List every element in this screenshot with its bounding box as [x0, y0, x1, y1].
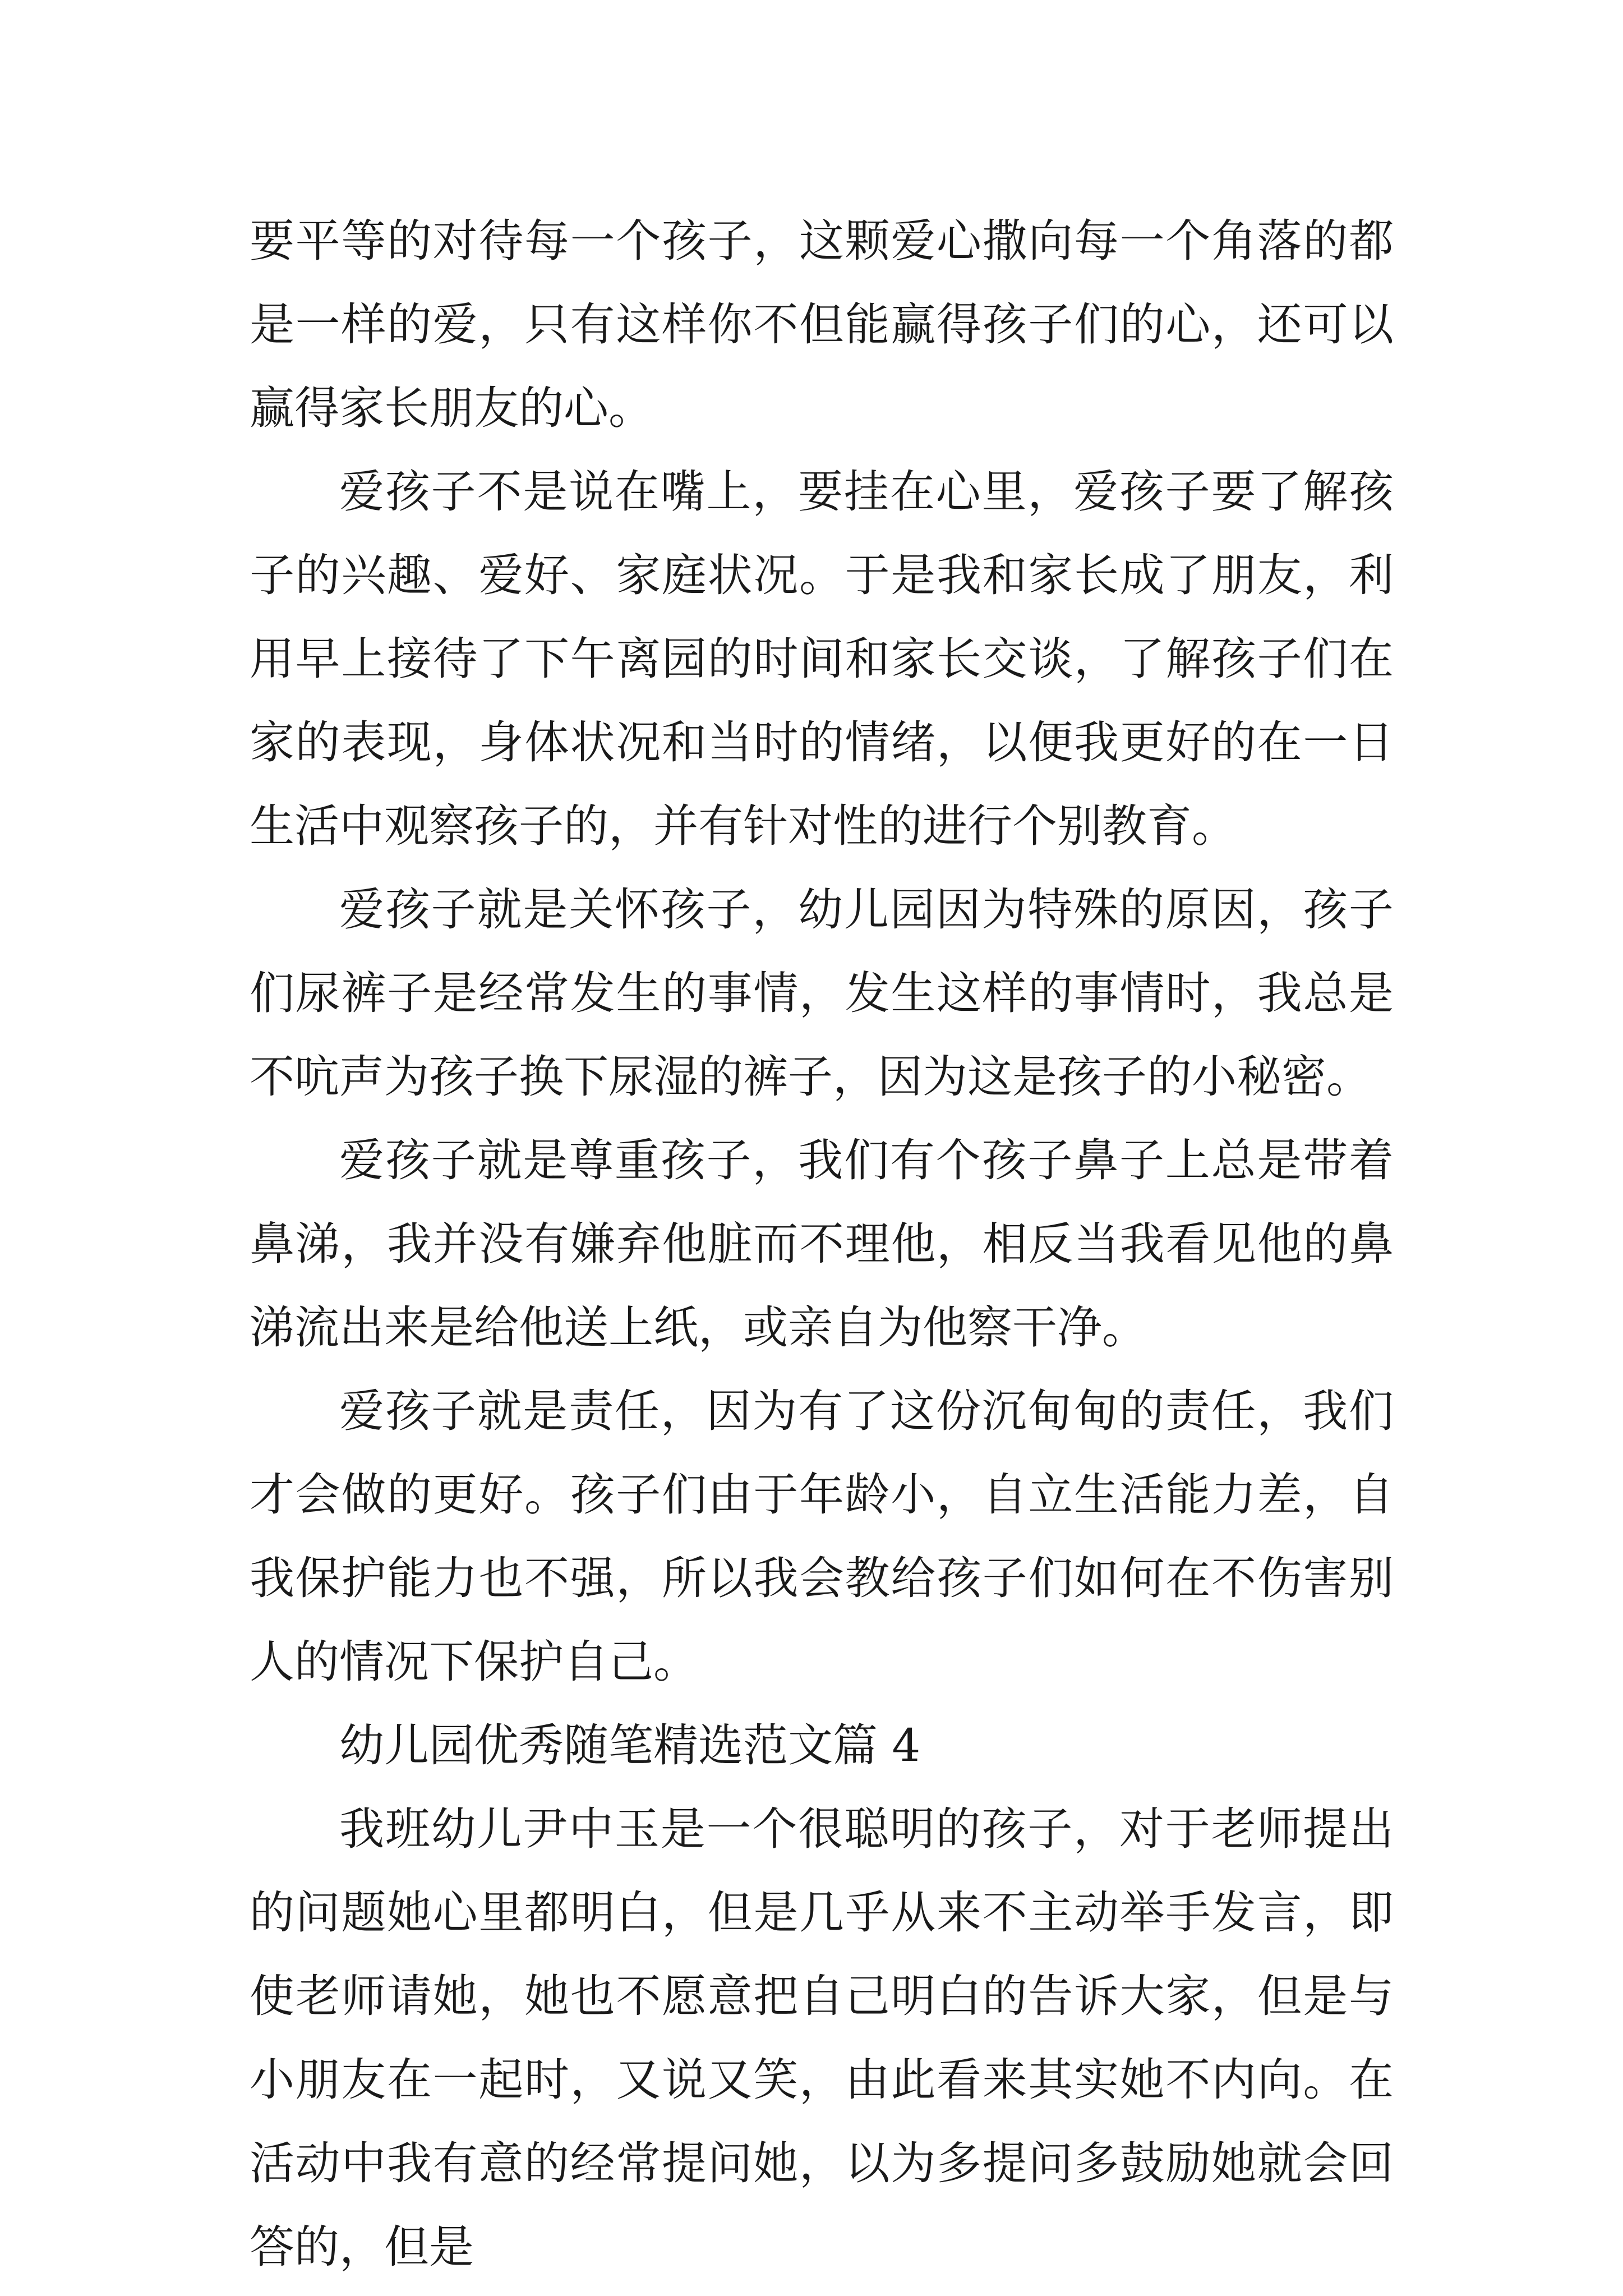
section-heading: 幼儿园优秀随笔精选范文篇 4	[339, 1719, 921, 1772]
paragraph-3: 爱孩子就是关怀孩子，幼儿园因为特殊的原因，孩子们尿裤子是经常发生的事情，发生这样的事情时，我总是不吭声为孩子换下尿湿的裤子，因为这是孩子的小秘密。	[250, 884, 1394, 1103]
body-text	[250, 199, 1394, 2289]
paragraph-2: 爱孩子不是说在嘴上，要挂在心里，爱孩子要了解孩子的兴趣、爱好、家庭状况。于是我和家长成了朋友，利用早上接待了下午离园的时间和家长交谈，了解孩子们在家的表现，身体状况和当时的情绪，以便我更好的在一日生活中观察孩子的，并有针对性的进行个别教育。	[250, 466, 1394, 852]
paragraph-4: 爱孩子就是尊重孩子，我们有个孩子鼻子上总是带着鼻涕，我并没有嫌弃他脏而不理他，相反当我看见他的鼻涕流出来是给他送上纸，或亲自为他察干净。	[250, 1134, 1394, 1354]
paragraph-6: 我班幼儿尹中玉是一个很聪明的孩子，对于老师提出的问题她心里都明白，但是几乎从来不主动举手发言，即使老师请她，她也不愿意把自己明白的告诉大家，但是与小朋友在一起时，又说又笑，由此看来其实她不内向。在活动中我有意的经常提问她，以为多提问多鼓励她就会回答的，但是	[250, 1803, 1394, 2273]
paragraph-1: 要平等的对待每一个孩子，这颗爱心撒向每一个角落的都是一样的爱，只有这样你不但能赢得孩子们的心，还可以赢得家长朋友的心。	[250, 215, 1394, 434]
paragraph-5: 爱孩子就是责任，因为有了这份沉甸甸的责任，我们才会做的更好。孩子们由于年龄小，自立生活能力差，自我保护能力也不强，所以我会教给孩子们如何在不伤害别人的情况下保护自己。	[250, 1385, 1394, 1688]
